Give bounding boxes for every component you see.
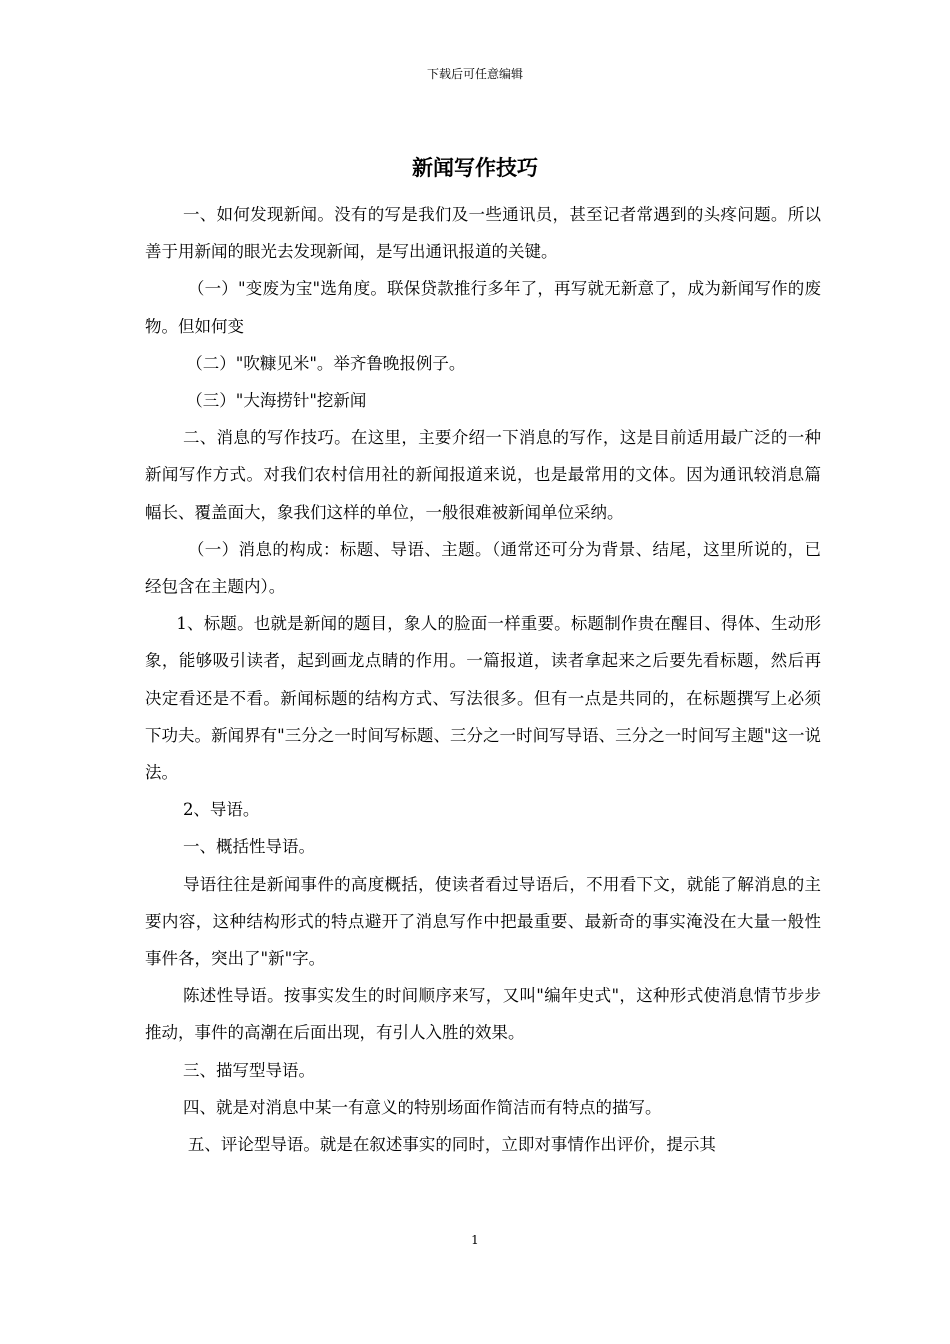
paragraph-summary-lead: 一、概括性导语。	[182, 837, 315, 857]
paragraph-finding-news: 一、如何发现新闻。没有的写是我们及一些通讯员，甚至记者常遇到的头疼问题。所以善于用新闻的眼光去发现新闻，是写出通讯报道的关键。	[145, 205, 821, 262]
page-number: 1	[471, 1233, 479, 1247]
page-header: 下载后可任意编辑	[426, 67, 523, 81]
paragraph-lead-heading: 2、导语。	[182, 800, 260, 820]
paragraph-commentary-lead: 五、评论型导语。就是在叙述事实的同时，立即对事情作出评价，提示其	[187, 1135, 716, 1155]
paragraph-descriptive-lead: 三、描写型导语。	[182, 1060, 315, 1080]
paragraph-narrative-lead: 陈述性导语。按事实发生的时间顺序来写，又叫"编年史式"，这种形式使消息情节步步推动，事件的高潮在后面出现，有引人入胜的效果。	[145, 986, 821, 1043]
paragraph-example: （二）"吹糠见米"。举齐鲁晚报例子。	[186, 353, 466, 373]
paragraph-message-structure: （一）消息的构成：标题、导语、主题。（通常还可分为背景、结尾，这里所说的，已经包含在主题内）。	[145, 539, 821, 597]
paragraph-dig-news: （三）"大海捞针"挖新闻	[186, 391, 367, 411]
paragraph-headline: 1、标题。也就是新闻的题目，象人的脸面一样重要。标题制作贵在醒目、得体、生动形象，能够吸引读者，起到画龙点睛的作用。一篇报道，读者拿起来之后要先看标题，然后再决定看还是不看。新闻标题的结构方式、写法很多。但有一点是共同的，在标题撰写上必须下功夫。新闻界有"三分之一时间写标题、三分之一时间写导语、三分之一时间写主题"这一说法。	[145, 614, 821, 783]
paragraph-lead-summary: 导语往往是新闻事件的高度概括，使读者看过导语后，不用看下文，就能了解消息的主要内容，这种结构形式的特点避开了消息写作中把最重要、最新奇的事实淹没在大量一般性事件各，突出了"新"字。	[145, 874, 821, 969]
document-title: 新闻写作技巧	[412, 155, 538, 180]
document-body	[145, 196, 821, 1163]
paragraph-message-writing: 二、消息的写作技巧。在这里，主要介绍一下消息的写作，这是目前适用最广泛的一种新闻写作方式。对我们农村信用社的新闻报道来说，也是最常用的文体。因为通讯较消息篇幅长、覆盖面大，象我们这样的单位，一般很难被新闻单位采纳。	[145, 428, 821, 522]
paragraph-angle: （一）"变废为宝"选角度。联保贷款推行多年了，再写就无新意了，成为新闻写作的废物。但如何变	[145, 279, 821, 336]
paragraph-scene-description: 四、就是对消息中某一有意义的特别场面作简洁而有特点的描写。	[182, 1097, 662, 1117]
